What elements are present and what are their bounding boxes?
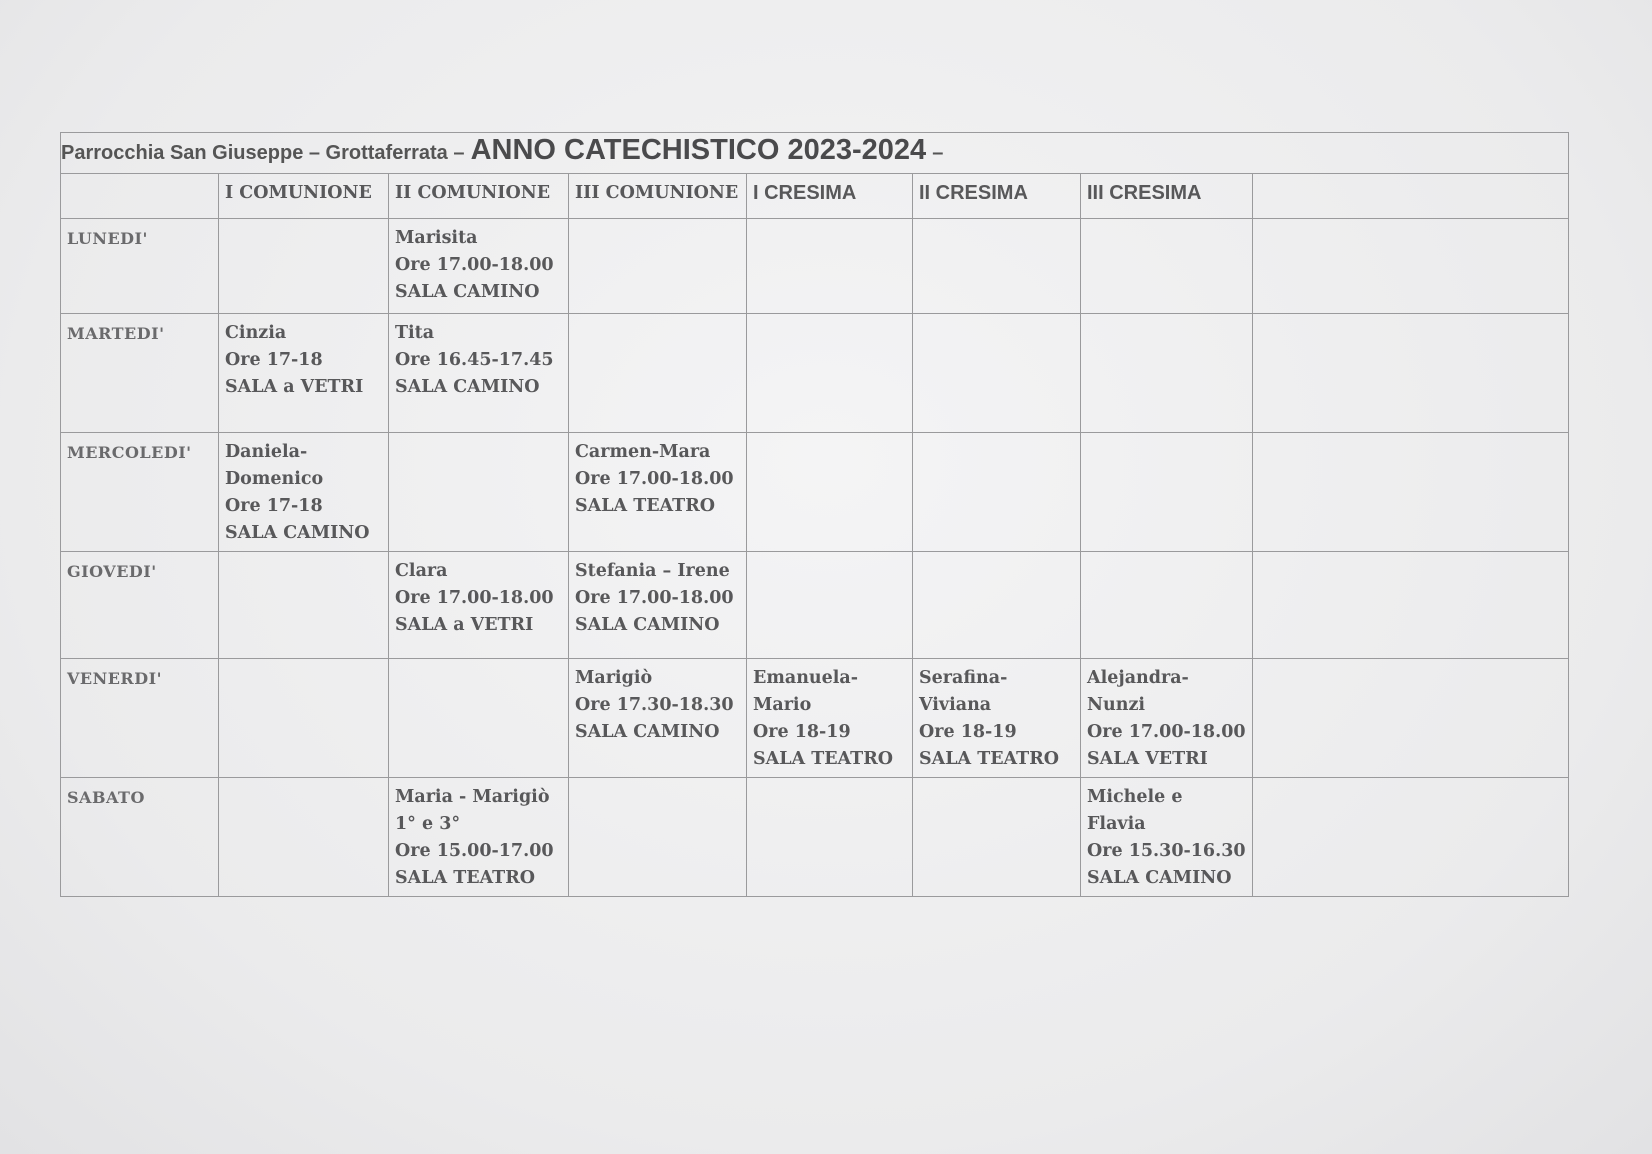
schedule-cell (1081, 314, 1253, 433)
schedule-cell (1081, 219, 1253, 314)
cell-line: Ore 15.00-17.00 (395, 841, 554, 861)
schedule-cell (1253, 314, 1569, 433)
table-row (61, 778, 1569, 897)
table-row (61, 659, 1569, 778)
header-cell-empty (61, 174, 219, 219)
schedule-cell (389, 219, 569, 314)
schedule-cell (913, 433, 1081, 552)
catechist-names: Stefania – Irene (575, 561, 730, 581)
title-suffix: – (932, 142, 944, 164)
catechist-names: Tita (395, 323, 435, 343)
cell-line: SALA CAMINO (1087, 868, 1232, 888)
cell-line: Ore 17.00-18.00 (575, 469, 734, 489)
catechist-names: Clara (395, 561, 448, 581)
header-cell-ii-cresima: II CRESIMA (913, 174, 1081, 219)
catechist-names: Michele e Flavia (1087, 787, 1183, 834)
title-prefix: Parrocchia San Giuseppe – Grottaferrata – (61, 142, 465, 164)
schedule-cell (1253, 659, 1569, 778)
schedule-cell (1081, 433, 1253, 552)
schedule-cell (569, 659, 747, 778)
schedule-cell (913, 552, 1081, 659)
schedule-cell (747, 219, 913, 314)
schedule-cell (389, 659, 569, 778)
schedule-cell (747, 778, 913, 897)
cell-line: SALA a VETRI (395, 615, 534, 635)
cell-line: Ore 18-19 (919, 722, 1017, 742)
schedule-cell (219, 433, 389, 552)
schedule-cell (1253, 552, 1569, 659)
table-row (61, 433, 1569, 552)
day-label: SABATO (61, 778, 219, 897)
day-label: MARTEDI' (61, 314, 219, 433)
cell-line: Ore 17-18 (225, 350, 323, 370)
schedule-cell (569, 778, 747, 897)
schedule-cell (1253, 219, 1569, 314)
cell-line: Ore 17.00-18.00 (395, 588, 554, 608)
schedule-cell (747, 552, 913, 659)
schedule-cell (569, 552, 747, 659)
cell-line: SALA CAMINO (225, 523, 370, 543)
cell-line: SALA CAMINO (395, 377, 540, 397)
schedule-cell (913, 659, 1081, 778)
schedule-cell (219, 552, 389, 659)
title-main: ANNO CATECHISTICO 2023-2024 (470, 134, 927, 166)
catechist-names: Carmen-Mara (575, 442, 711, 462)
cell-line: Ore 16.45-17.45 (395, 350, 554, 370)
document-title (61, 133, 1569, 174)
cell-line: 1° e 3° (395, 814, 461, 834)
catechist-names: Alejandra-Nunzi (1087, 668, 1189, 715)
header-cell-i-comunione: I COMUNIONE (219, 174, 389, 219)
cell-line: SALA a VETRI (225, 377, 364, 397)
schedule-cell (747, 433, 913, 552)
cell-line: Ore 17.00-18.00 (575, 588, 734, 608)
schedule-cell (389, 314, 569, 433)
header-cell-i-cresima: I CRESIMA (747, 174, 913, 219)
cell-line: SALA TEATRO (919, 749, 1059, 769)
cell-line: Ore 17.30-18.30 (575, 695, 734, 715)
cell-line: SALA TEATRO (753, 749, 893, 769)
catechist-names: Maria - Marigiò (395, 787, 550, 807)
schedule-cell (1081, 552, 1253, 659)
header-cell-iii-comunione: III COMUNIONE (569, 174, 747, 219)
cell-line: Ore 17.00-18.00 (1087, 722, 1246, 742)
schedule-cell (389, 433, 569, 552)
schedule-cell (219, 219, 389, 314)
schedule-cell (1253, 433, 1569, 552)
cell-line: Ore 15.30-16.30 (1087, 841, 1246, 861)
day-label: VENERDI' (61, 659, 219, 778)
catechist-names: Marisita (395, 228, 478, 248)
schedule-cell (747, 659, 913, 778)
cell-line: SALA VETRI (1087, 749, 1208, 769)
schedule-cell (913, 314, 1081, 433)
schedule-cell (219, 778, 389, 897)
schedule-cell (913, 219, 1081, 314)
day-label: GIOVEDI' (61, 552, 219, 659)
catechist-names: Serafina-Viviana (919, 668, 1008, 715)
table-row (61, 552, 1569, 659)
cell-line: SALA TEATRO (575, 496, 715, 516)
cell-line: Ore 17.00-18.00 (395, 255, 554, 275)
schedule-cell (389, 778, 569, 897)
day-label: LUNEDI' (61, 219, 219, 314)
schedule-cell (569, 219, 747, 314)
schedule-cell (913, 778, 1081, 897)
header-cell-extra (1253, 174, 1569, 219)
schedule-cell (219, 659, 389, 778)
cell-line: Ore 17-18 (225, 496, 323, 516)
cell-line: SALA TEATRO (395, 868, 535, 888)
schedule-cell (747, 314, 913, 433)
catechism-schedule-table (60, 132, 1569, 897)
table-row (61, 314, 1569, 433)
catechist-names: Cinzia (225, 323, 287, 343)
cell-line: Ore 18-19 (753, 722, 851, 742)
header-cell-iii-cresima: III CRESIMA (1081, 174, 1253, 219)
catechist-names: Emanuela-Mario (753, 668, 859, 715)
header-row (61, 174, 1569, 219)
schedule-cell (389, 552, 569, 659)
day-label: MERCOLEDI' (61, 433, 219, 552)
schedule-cell (569, 433, 747, 552)
schedule-cell (569, 314, 747, 433)
header-cell-ii-comunione: II COMUNIONE (389, 174, 569, 219)
table-row (61, 219, 1569, 314)
schedule-cell (1253, 778, 1569, 897)
schedule-cell (1081, 659, 1253, 778)
schedule-cell (219, 314, 389, 433)
catechist-names: Marigiò (575, 668, 653, 688)
cell-line: SALA CAMINO (395, 282, 540, 302)
cell-line: SALA CAMINO (575, 615, 720, 635)
schedule-cell (1081, 778, 1253, 897)
catechist-names: Daniela-Domenico (225, 442, 324, 489)
cell-line: SALA CAMINO (575, 722, 720, 742)
